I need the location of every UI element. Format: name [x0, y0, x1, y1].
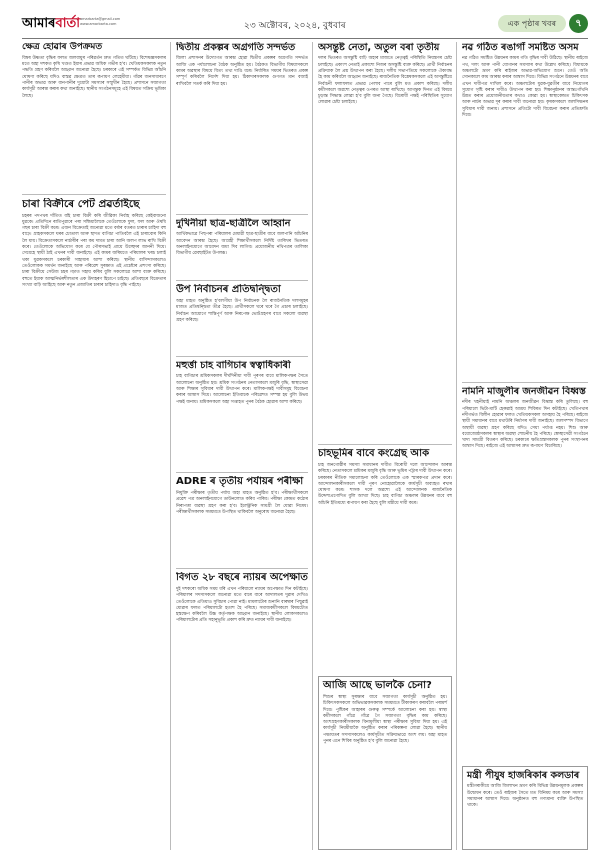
article-tea-garden: [176, 360, 308, 470]
article-justice-wait: [176, 572, 308, 850]
article-divider: [22, 194, 166, 195]
article-body: নৱ গঠিত সমষ্টিত উন্নয়নৰ কামৰ গতি বৃদ্ধিৰ দাবী উঠিছে। স্থানীয় ৰাইজে পথ, দলং আৰু পানী যোগানৰ সমস্যাৰ কথা উল্লেখ কৰিছে। বিধায়কে অঞ্চলটো ভ্ৰমণ কৰি ৰাইজৰ অভাৱ-অভিযোগ শুনে। তেওঁ অতি সোনকালে কাম আৰম্ভ কৰাৰ আশ্বাস দিয়ে। বিভিন্ন সংগঠনে উন্নয়নৰ বাবে এখন দাবীপত্ৰ দাখিল কৰে। অঞ্চলটোৰ যুৱক-যুৱতীৰ বাবে নিয়োগৰ সুযোগ সৃষ্টি কৰাৰ দাবীও উত্থাপন কৰা হয়। শিক্ষানুষ্ঠানৰ আন্তঃগাঁথনি উন্নত কৰাৰ প্ৰয়োজনীয়তাৰ কথাও কোৱা হয়। স্বাস্থ্যকেন্দ্ৰত চিকিৎসক আৰু নাৰ্চৰ অভাৱ দূৰ কৰাৰ দাবী জনোৱা হয়। কৃষকসকলে জলসিঞ্চনৰ সুবিধাৰ দাবী জনায়। প্ৰশাসনে প্ৰতিটো দাবী বিবেচনা কৰাৰ প্ৰতিশ্ৰুতি দিয়ে।: [462, 56, 588, 119]
article-child-health-box: [318, 676, 452, 850]
article-body: দুই দশকৰো অধিক সময় ধৰি এখন পৰিয়ালে ন্যায়ৰ অপেক্ষাত দিন কটাইছে। পৰিয়ালৰ সদস্যসকলে জনোৱা মতে বাৰে বাৰে আদালতৰ দুৱাৰ দেখিও তেওঁলোকে এতিয়াও সুবিচাৰ পোৱা নাই। মামলাটোৰ শুনানি বাৰম্বাৰ পিছুৱাই যোৱাৰ ফলত পৰিয়ালটো হতাশ হৈ পৰিছে। সমাজকৰ্মীসকলে বিষয়টোত হস্তক্ষেপ কৰিবলৈ উচ্চ কৰ্তৃপক্ষক আহ্বান জনাইছে। স্থানীয় লোকসকলেও পৰিয়ালটোৰ প্ৰতি সহানুভূতি প্ৰকাশ কৰি দ্ৰুত ন্যায়ৰ দাবী জনাইছে।: [176, 587, 308, 624]
issue-date: ২৩ অক্টোবৰ, ২০২৪, বুধবাৰ: [244, 21, 346, 31]
headline: ADRE ৰ তৃতীয় পৰ্যায়ৰ পৰীক্ষা: [176, 476, 304, 487]
column-divider: [170, 42, 171, 850]
headline: মহুৰ্ত্তা চাহ বাগিচাৰ স্বত্বাধিকাৰী: [176, 360, 291, 371]
article-divider: [176, 214, 308, 215]
column-divider: [312, 42, 313, 850]
article-divider: [318, 444, 452, 445]
headline: মন্ত্ৰী পীযুষ হাজৰিকাৰ কলডাৰ: [467, 770, 580, 781]
headline: নামনি মাজুলীৰ জনজীৱন বিধ্বস্ত: [462, 386, 586, 397]
headline: নৱ গঠিত ৰঙাগাঁ সমষ্টিত অসম: [462, 42, 579, 53]
article-new-constituency: [462, 42, 588, 380]
headline: চাৰা বিক্ৰীৰে পেট প্ৰৱৰ্তাইছে: [22, 198, 140, 210]
article-divider: [176, 280, 308, 281]
article-body: চহৰৰ পদপথৰ দাঁতিত বহি চাৰা বিক্ৰী কৰি জীৱিকা নিৰ্বাহ কৰিছে কেইবাজনো যুৱকে। প্ৰতিদিনে ৰাতিপুৱাৰে পৰা সন্ধিয়ালৈকে তেওঁলোকে ফুল, ফল আৰু ঔষধি গছৰ চাৰা বিক্ৰী কৰে। এজন বিক্ৰেতাই জনোৱা মতে বৰ্ষাৰ বতৰত চাৰাৰ চাহিদা বহু বাঢ়ে। গ্ৰাহকসকলে ঘৰৰ চোতাল আৰু ছাদত বাগিচা পাতিবলৈ এই চাৰাবোৰ কিনি লৈ যায়। বিক্ৰেতাসকলে নাৰ্চাৰীৰ পৰা কম দামত চাৰা আনি অলপ লাভ ৰাখি বিক্ৰী কৰে। তেওঁলোকে অভিযোগ কৰে যে পৌৰসভাই প্ৰায়ে উচ্ছেদৰ জাননী দিয়ে। সেয়েহে স্থায়ী ঠাই এখনৰ দাবী জনাইছে। এই কামৰ জৰিয়তে পৰিয়ালৰ খৰচ চলাই থকা যুৱকসকলে চৰকাৰী সাহায্যৰ আশা কৰিছে। স্থানীয় বাসিন্দাসকলেও তেওঁলোকক সমৰ্থন জনাইছে আৰু পৰিৱেশ সুৰক্ষাত এই প্ৰচেষ্টাৰ প্ৰশংসা কৰিছে। চাৰা বিক্ৰীয়ে সেউজ চহৰ গঢ়াত সহায় কৰিব বুলি সকলোৱে আশা ব্যক্ত কৰিছে। বহুতে ইয়াক আত্মনিৰ্ভৰশীলতাৰ এক উদাহৰণ হিচাপে চাইছে। প্ৰতিবছৰে বিক্ৰেতাৰ সংখ্যা বাঢ়ি আহিছে আৰু নতুন প্ৰজাতিৰ চাৰাৰ চাহিদাও বৃদ্ধি পাইছে।: [22, 213, 166, 288]
headline: অসন্তুষ্ট নেতা, অতুল বৰা তৃতীয়: [318, 42, 440, 53]
article-divider: [176, 568, 308, 569]
article-tea-land-congress: [318, 448, 452, 672]
article-body: চাহ জনগোষ্ঠীৰ সমস্যা সমাধানৰ দাবীত বিৰোধী দলে আন্দোলন আৰম্ভ কৰিছে। নেতাসকলে শ্ৰমিকৰ মজুৰি বৃদ্ধি আৰু ভূমিৰ পট্টাৰ দাবী উত্থাপন কৰে। চৰকাৰৰ নীতিক সমালোচনা কৰি তেওঁলোকে এক স্মাৰকপত্ৰ প্ৰদান কৰে। আন্দোলনকাৰীসকলে দাবী পূৰণ নোহোৱালৈকে কাৰ্যসূচী অব্যাহত ৰখাৰ ঘোষণা কৰে। শাসক দলে অৱশ্যে এই আন্দোলনক ৰাজনৈতিক উদ্দেশ্যপ্ৰণোদিত বুলি আখ্যা দিছে। চাহ বাগিচা অঞ্চলৰ উন্নয়নৰ বাবে বহু আঁচনি ইতিমধ্যে ৰূপায়ণ কৰা হৈছে বুলি মন্ত্ৰীয়ে দাবী কৰে।: [318, 463, 452, 506]
article-adre-exam: [176, 476, 308, 566]
article-seedling-sellers: [22, 198, 166, 850]
headline: ক্ষেত্ৰ হোৱাৰ উপক্ৰমত: [22, 42, 103, 52]
article-body: অহা মাহত অনুষ্ঠিত হ'বলগীয়া উপ নিৰ্বাচনক লৈ ৰাজনৈতিক দলসমূহৰ মাজত প্ৰতিদ্বন্দ্বিতা তীব্ৰ হৈছে। প্ৰাৰ্থীসকলে ঘৰে ঘৰে গৈ প্ৰচাৰ চলাইছে। নিৰ্বাচন আয়োগে শান্তিপূৰ্ণ আৰু নিৰপেক্ষ ভোটগ্ৰহণৰ বাবে সকলো ব্যৱস্থা গ্ৰহণ কৰিছে।: [176, 299, 308, 323]
masthead-divider: [22, 38, 588, 39]
column-divider: [456, 42, 457, 850]
article-body: নিযুক্তি পৰীক্ষাৰ তৃতীয় পৰ্যায় অহা মাহত অনুষ্ঠিত হ'ব। পৰীক্ষাৰ্থীসকলে প্ৰৱেশ পত্ৰ অনলাইনযোগে ডাউনলোড কৰিব পাৰিব। পৰীক্ষা কেন্দ্ৰত কঠোৰ নিৰাপত্তা ব্যৱস্থা গ্ৰহণ কৰা হ'ব। ইলেক্ট্ৰনিক সামগ্ৰী লৈ যোৱা নিষেধ। পৰীক্ষাৰ্থীসকলক সময়মতে উপস্থিত থাকিবলৈ অনুৰোধ জনোৱা হৈছে।: [176, 491, 308, 515]
article-divider: [176, 472, 308, 473]
section-badge: এক পৃষ্ঠাৰ খবৰ: [498, 15, 566, 32]
headline: দ্বিতীয় প্ৰকল্পৰ অগ্ৰগতি সন্দৰ্ভত: [176, 42, 296, 53]
contact-email: amarbarta@gmail.com: [80, 17, 121, 21]
article-minister-box: [462, 766, 588, 850]
headline: বিগত ২৮ বছৰে ন্যায়ৰ অপেক্ষাত: [176, 572, 308, 583]
article-body: আৰ্থিকভাৱে পিছপৰা পৰিয়ালৰ মেধাৱী ছাত্ৰ-ছাত্ৰীৰ বাবে জলপানি আঁচনিৰ আবেদন আৰম্ভ হৈছে। আগ্ৰহী শিক্ষাৰ্থীসকলে নিৰ্দিষ্ট তাৰিখৰ ভিতৰত অনলাইনযোগে আবেদন জমা দিব লাগিব। প্ৰয়োজনীয় নথিপত্ৰৰ তালিকা বিভাগীয় ৱেবছাইটত উপলব্ধ।: [176, 232, 308, 257]
headline: দুখিনীয়া ছাত্ৰ-ছাত্ৰীলৈ আহ্বান: [176, 218, 291, 229]
article-body: মন্ত্ৰীগৰাকীয়ে আজি জিলাখন ভ্ৰমণ কৰি বিভিন্ন উন্নয়নমূলক প্ৰকল্পৰ উদ্বোধন কৰে। তেওঁ ৰাইজৰ সৈতে মত বিনিময় কৰে আৰু সমস্যা সমাধানৰ আশ্বাস দিয়ে। অনুষ্ঠানত বহু গণ্যমান্য ব্যক্তি উপস্থিত থাকে।: [467, 784, 583, 809]
article-body: জিলা প্ৰশাসনৰ উদ্যোগত আৰম্ভ হোৱা দ্বিতীয় প্ৰকল্পৰ অগ্ৰগতি সন্দৰ্ভত আজি এক পৰ্যালোচনা বৈঠক অনুষ্ঠিত হয়। বৈঠকত বিভাগীয় বিষয়াসকলে কামৰ অৱস্থাৰ বিষয়ে বিতং তথ্য দাঙি ধৰে। নিৰ্ধাৰিত সময়ৰ ভিতৰত প্ৰকল্প সম্পূৰ্ণ কৰিবলৈ নিৰ্দেশ দিয়া হয়। ঠিকাদাৰসকলক গুণগত মান বজাই ৰাখিবলৈ সতৰ্ক কৰি দিয়া হয়।: [176, 56, 308, 87]
page-number: ৭: [569, 14, 588, 33]
contact-info: [80, 17, 120, 27]
article-majuli-erosion: [462, 386, 588, 762]
article-body: বিশ্বৰ উষ্ণতা বৃদ্ধিৰ ফলত জলবায়ুৰ পৰিৱৰ্তন দ্ৰুত গতিত ঘটিছে। বিশেষজ্ঞসকলৰ মতে অহা দশকত কৃষি খণ্ডত ইয়াৰ প্ৰভাৱ অধিক গভীৰ হ'ব। খেতিয়কসকলক নতুন পদ্ধতি গ্ৰহণ কৰিবলৈ আহ্বান জনোৱা হৈছে। চৰকাৰে এই সম্পৰ্কত বিভিন্ন আঁচনি ঘোষণা কৰিছে যদিও বাস্তৱ ক্ষেত্ৰত তাৰ ৰূপায়ণ লেহেমীয়া। গাঁৱৰ জনসাধাৰণে পানীৰ অভাৱ আৰু বানপানীৰ দুয়োটা সমস্যাৰ সন্মুখীন হৈছে। প্ৰশাসনে সজাগতা কাৰ্যসূচী আৰম্ভ কৰাৰ কথা জনাইছে। স্থানীয় সংগঠনসমূহে এই বিষয়ত সক্ৰিয় ভূমিকা লৈছে।: [22, 55, 166, 99]
article-divider: [462, 382, 588, 383]
article-climate: [22, 42, 166, 192]
article-dissent-leaders: [318, 42, 452, 442]
contact-web: www.amarbarta.com: [80, 22, 117, 26]
article-divider: [176, 356, 308, 357]
article-body: শিশুৰ স্বাস্থ্য সুৰক্ষাৰ বাবে সজাগতা কাৰ্যসূচী অনুষ্ঠিত হয়। চিকিৎসকসকলে অভিভাৱকসকলক সময়মতে টীকাকৰণ কৰাবলৈ পৰামৰ্শ দিয়ে। পুষ্টিকৰ আহাৰৰ গুৰুত্ব সম্পৰ্কে আলোচনা কৰা হয়। স্বাস্থ্য কৰ্মীসকলে গাঁৱে গাঁৱে গৈ সজাগতা বৃদ্ধিৰ কাম কৰিছে। অংশগ্ৰহণকাৰীসকলক বিনামূলীয়া স্বাস্থ্য পৰীক্ষাৰ সুবিধা দিয়া হয়। এই কাৰ্যসূচী নিয়মীয়াকৈ অনুষ্ঠিত কৰাৰ পৰিকল্পনা লোৱা হৈছে। স্থানীয় পঞ্চায়তৰ সদস্যসকলেও কাৰ্যসূচীত সক্ৰিয়ভাৱে অংশ লয়। অহা মাহত পুনৰ এনে শিবিৰ অনুষ্ঠিত হ'ব বুলি জনোৱা হৈছে।: [323, 695, 447, 745]
logo-accent-text: বাৰ্তা: [55, 15, 81, 31]
masthead: [22, 14, 588, 36]
headline: উপ নিৰ্বাচনৰ প্ৰতিদ্বন্দ্বিতা: [176, 284, 281, 295]
article-project-progress: [176, 42, 308, 212]
article-body: নদীৰ খহনীয়াই নামনি অঞ্চলৰ জনজীৱন বিধ্বস্ত কৰি তুলিছে। বহু পৰিয়ালে ভিটা-মাটি হেৰুৱাই আশ্ৰয় শিবিৰত দিন কটাইছে। খেতিপথাৰ নদীগৰ্ভত বিলীন হোৱাৰ ফলত খেতিয়কসকল অসহায় হৈ পৰিছে। ৰাইজে স্থায়ী সমাধানৰ বাবে মথাউৰি নিৰ্মাণৰ দাবী জনাইছে। জলসম্পদ বিভাগে অস্থায়ী ব্যৱস্থা গ্ৰহণ কৰিছে যদিও সেয়া পৰ্যাপ্ত নহয়। শিশু আৰু বয়োজ্যেষ্ঠসকলৰ স্বাস্থ্যৰ অৱস্থা শোচনীয় হৈ পৰিছে। স্বেচ্ছাসেৱী সংগঠনে খাদ্য সামগ্ৰী বিতৰণ কৰিছে। চৰকাৰে ক্ষতিগ্ৰস্তসকলক পুনৰ সংস্থাপনৰ আশ্বাস দিছে। ৰাইজে এই আশ্বাসৰ দ্ৰুত ৰূপায়ণ বিচাৰিছে।: [462, 400, 588, 450]
article-body: দলৰ ভিতৰত অসন্তুষ্টি বাঢ়ি অহাৰ মাজতে নেতৃত্বই পৰিস্থিতি নিয়ন্ত্ৰণৰ চেষ্টা চলাইছে। একাংশ নেতাই প্ৰকাশ্যে নিজৰ অসন্তুষ্টি ব্যক্ত কৰিছে। প্ৰাৰ্থী নিৰ্বাচনৰ প্ৰক্ৰিয়াক লৈ প্ৰশ্ন উত্থাপন কৰা হৈছে। দলীয় সভাপতিয়ে সকলোকে ঐক্যবদ্ধ হৈ কাম কৰিবলৈ আহ্বান জনাইছে। ৰাজনৈতিক বিশ্লেষকসকলে এই অসন্তুষ্টিয়ে নিৰ্বাচনী ফলাফলত প্ৰভাৱ পেলাব পাৰে বুলি মত প্ৰকাশ কৰিছে। দলীয় কৰ্মীসকলে অৱশ্যে নেতৃত্বৰ ওপৰত আস্থা ৰাখিছে। আগন্তুক দিনত এই বিষয়ে চূড়ান্ত সিদ্ধান্ত লোৱা হ'ব বুলি জনা গৈছে। বিৰোধী পক্ষই পৰিস্থিতিৰ সুযোগ লোৱাৰ চেষ্টা চলাইছে।: [318, 56, 452, 106]
headline: আজি আছে ভালকৈ চেনা?: [323, 680, 432, 691]
newspaper-logo: [22, 14, 81, 34]
headline: চাহভূমিৰ বাবে কংগ্ৰেছ আক: [318, 448, 430, 459]
article-body: চাহ বাগিচাৰ শ্ৰমিকসকলৰ দীৰ্ঘদিনীয়া দাবী পূৰণৰ বাবে মালিকপক্ষৰ সৈতে আলোচনা অনুষ্ঠিত হয়। শ্ৰমিক সংগঠনৰ নেতাসকলে মজুৰি বৃদ্ধি, স্বাস্থ্যসেৱা আৰু শিক্ষাৰ সুবিধাৰ দাবী উত্থাপন কৰে। মালিকপক্ষই দাবীসমূহ বিবেচনা কৰাৰ আশ্বাস দিয়ে। আলোচনা ইতিবাচক পৰিৱেশত সম্পন্ন হয় বুলি উভয় পক্ষই জনায়। শ্ৰমিকসকলে অহা সপ্তাহত পুনৰ বৈঠক হোৱাৰ আশা কৰিছে।: [176, 374, 308, 405]
logo-main-text: আমাৰ: [22, 15, 56, 31]
article-by-election: [176, 284, 308, 354]
article-students-appeal: [176, 218, 308, 278]
